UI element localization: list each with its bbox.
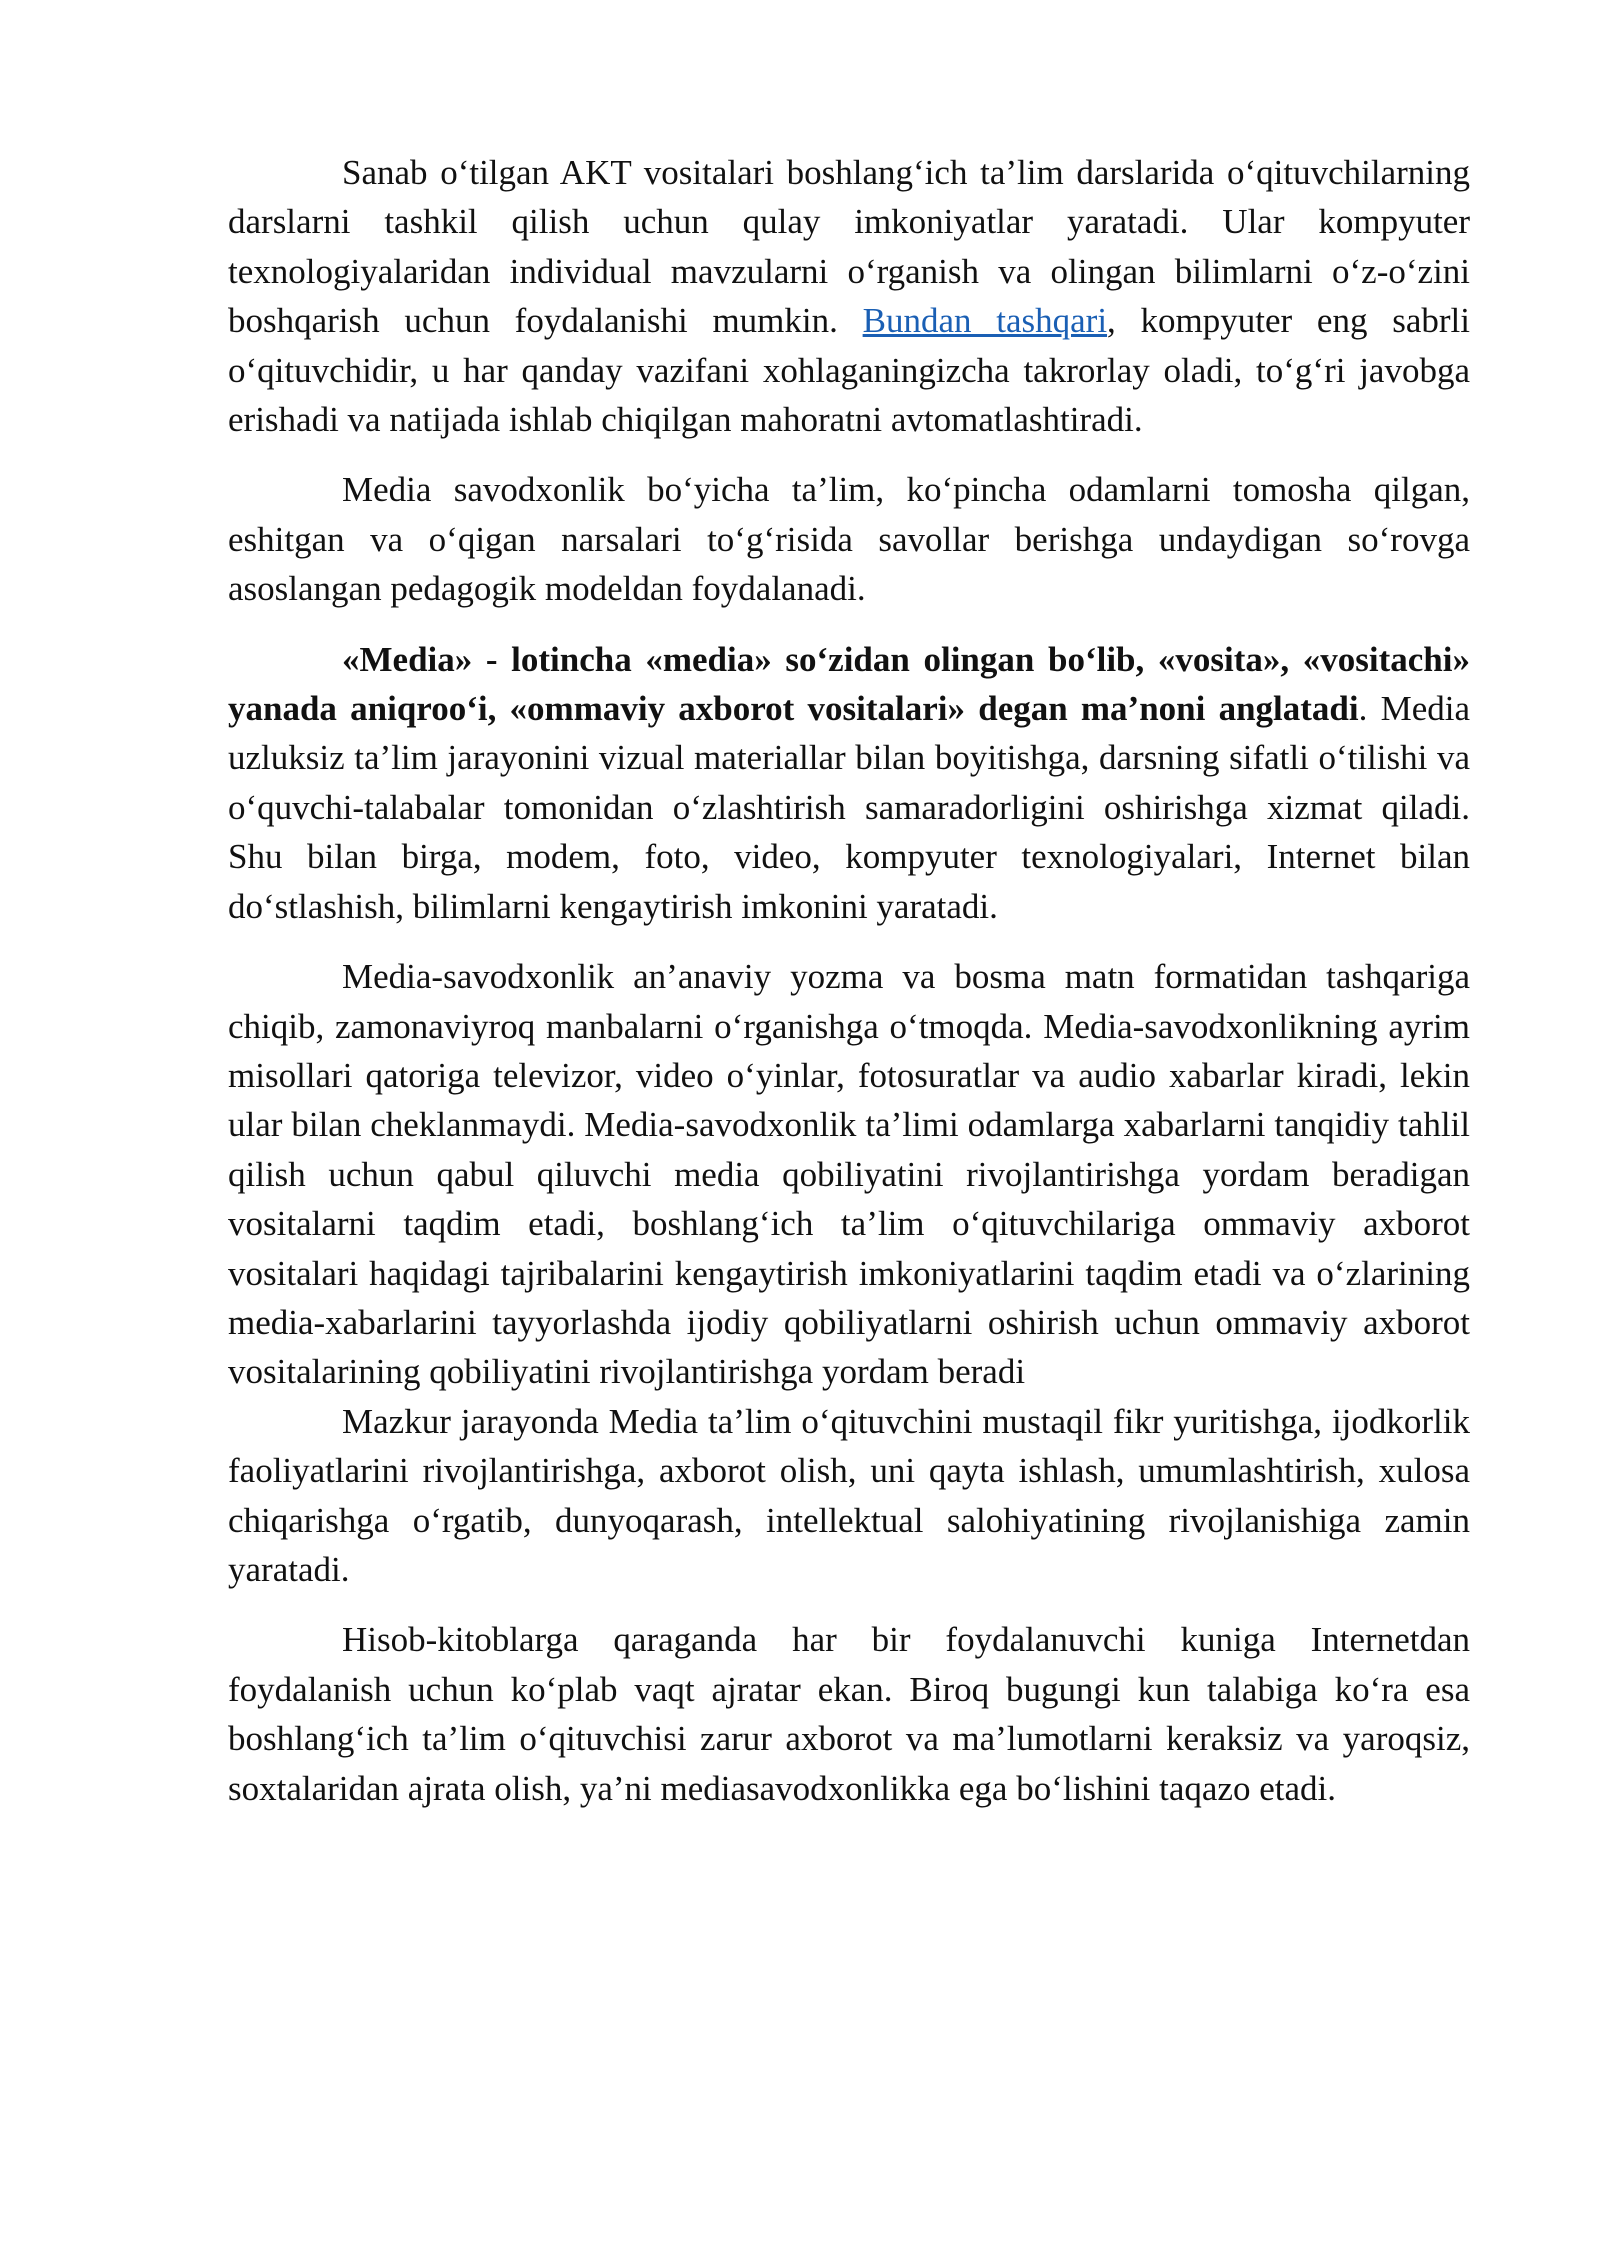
paragraph-6: Hisob-kitoblarga qaraganda har bir foydalanuvchi kuniga Internetdan foydalanish uchun ko‘plab vaqt ajratar ekan. Biroq bugungi kun talabiga ko‘ra esa boshlang‘ich ta’lim o‘qituvchisi zarur axborot va ma’lumotlarni keraksiz va yaroqsiz, soxtalaridan ajrata olish, ya’ni mediasavodxonlikka ega bo‘lishini taqazo etadi. (228, 1620, 1470, 1808)
paragraph-3-bold-definition: «Media» - lotincha «media» so‘zidan olingan bo‘lib, «vosita», «vositachi» yanada aniqroo‘i, «ommaviy axborot vositalari» degan ma’noni anglatadi (228, 639, 1470, 729)
paragraph-2: Media savodxonlik bo‘yicha ta’lim, ko‘pincha odamlarni tomosha qilgan, eshitgan va o‘qigan narsalari to‘g‘risida savollar berishga undaydigan so‘rovga asoslangan pedagogik modeldan foydalanadi. (228, 470, 1470, 609)
paragraph-4: Media-savodxonlik an’anaviy yozma va bosma matn formatidan tashqariga chiqib, zamonaviyroq manbalarni o‘rganishga o‘tmoqda. Media-savodxonlikning ayrim misollari qatoriga televizor, video o‘yinlar, fotosuratlar va audio xabarlar kiradi, lekin ular bilan cheklanmaydi. Media-savodxonlik ta’limi odamlarga xabarlarni tanqidiy tahlil qilish uchun qabul qiluvchi media qobiliyatini rivojlantirishga yordam beradigan vositalarni taqdim etadi, boshlang‘ich ta’lim o‘qituvchilariga ommaviy axborot vositalari haqidagi tajribalarini kengaytirish imkoniyatlarini taqdim etadi va o‘zlarining media-xabarlarini tayyorlashda ijodiy qobiliyatlarni oshirish uchun ommaviy axborot vositalarining qobiliyatini rivojlantirishga yordam beradi (228, 957, 1470, 1392)
document-page (228, 148, 1470, 1813)
paragraph-1-text-b: , kompyuter eng sabrli o‘qituvchidir, u har qanday vazifani xohlaganingizcha takrorlay oladi, to‘g‘ri javobga erishadi va natijada ishlab chiqilgan mahoratni avtomatlashtiradi. (228, 301, 1470, 440)
paragraph-5: Mazkur jarayonda Media ta’lim o‘qituvchini mustaqil fikr yuritishga, ijodkorlik faoliyatlarini rivojlantirishga, axborot olish, uni qayta ishlash, umumlashtirish, xulosa chiqarishga o‘rgatib, dunyoqarash, intellektual salohiyatining rivojlanishiga zamin yaratadi. (228, 1401, 1470, 1589)
paragraph-3 (228, 635, 1470, 931)
bundan-tashqari-link[interactable]: Bundan tashqari (862, 301, 1108, 341)
paragraph-3-text: . Media uzluksiz ta’lim jarayonini vizual materiallar bilan boyitishga, darsning sifatli o‘tilishi va o‘quvchi-talabalar tomonidan o‘zlashtirish samaradorligini oshirishga xizmat qiladi. Shu bilan birga, modem, foto, video, kompyuter texnologiyalari, Internet bilan do‘stlashish, bilimlarni kengaytirish imkonini yaratadi. (228, 689, 1471, 926)
paragraph-1 (228, 148, 1470, 444)
paragraph-1-text-a: Sanab o‘tilgan AKT vositalari boshlang‘ich ta’lim darslarida o‘qituvchilarning darslarni tashkil qilish uchun qulay imkoniyatlar yaratadi. Ular kompyuter texnologiyalaridan individual mavzularni o‘rganish va olingan bilimlarni o‘z-o‘zini boshqarish uchun foydalanishi mumkin. (228, 153, 1470, 341)
